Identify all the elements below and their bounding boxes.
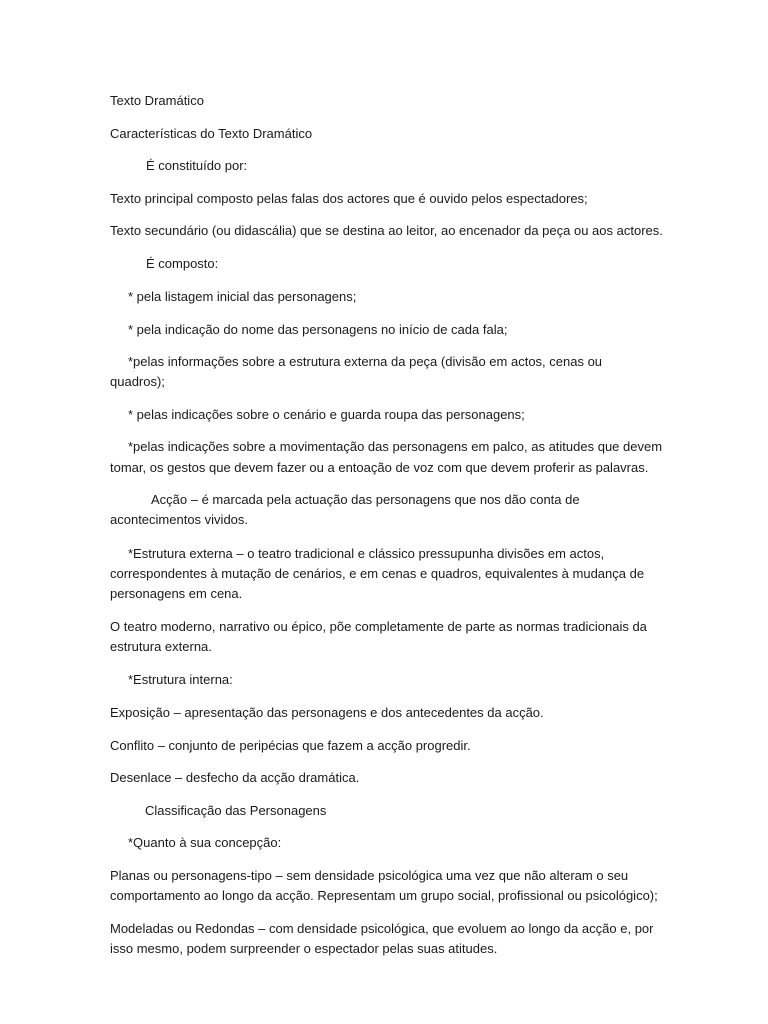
list-item-informacoes-line-2: quadros); — [110, 374, 165, 389]
composto-label: É composto: — [146, 256, 219, 271]
estrutura-interna-heading: *Estrutura interna: — [128, 672, 233, 687]
paragraph-planas-line-1: Planas ou personagens-tipo – sem densidade psicológica uma vez que não alteram o seu — [110, 868, 629, 883]
classificacao-heading: Classificação das Personagens — [145, 803, 327, 818]
paragraph-planas-line-2: comportamento ao longo da acção. Representam um grupo social, profissional ou psicológico); — [110, 888, 658, 903]
paragraph-conflito: Conflito – conjunto de peripécias que fazem a acção progredir. — [110, 738, 471, 753]
paragraph-texto-principal: Texto principal composto pelas falas dos actores que é ouvido pelos espectadores; — [110, 191, 588, 206]
paragraph-estrutura-externa-line-2: correspondentes à mutação de cenários, e em cenas e quadros, equivalentes à mudança de — [110, 566, 645, 581]
paragraph-modeladas-line-1: Modeladas ou Redondas – com densidade psicológica, que evoluem ao longo da acção e, por — [110, 921, 654, 936]
paragraph-accao-line-2: acontecimentos vividos. — [110, 512, 249, 527]
document-subtitle: Características do Texto Dramático — [110, 126, 313, 141]
list-item-indicacao-nome: * pela indicação do nome das personagens no início de cada fala; — [128, 322, 508, 337]
list-item-movimentacao-line-2: tomar, os gestos que devem fazer ou a entoação de voz com que devem proferir as palavras. — [110, 460, 649, 475]
list-item-movimentacao-line-1: *pelas indicações sobre a movimentação das personagens em palco, as atitudes que devem — [128, 439, 663, 454]
paragraph-teatro-moderno-line-1: O teatro moderno, narrativo ou épico, põe completamente de parte as normas tradicionais da — [110, 619, 647, 634]
list-item-listagem: * pela listagem inicial das personagens; — [128, 289, 357, 304]
quanto-concepcao-heading: *Quanto à sua concepção: — [128, 835, 282, 850]
paragraph-modeladas-line-2: isso mesmo, podem surpreender o espectador pelas suas atitudes. — [110, 941, 498, 956]
paragraph-teatro-moderno-line-2: estrutura externa. — [110, 639, 212, 654]
paragraph-exposicao: Exposição – apresentação das personagens e dos antecedentes da acção. — [110, 705, 544, 720]
paragraph-accao-line-1: Acção – é marcada pela actuação das personagens que nos dão conta de — [151, 492, 580, 507]
document-title: Texto Dramático — [110, 93, 204, 108]
paragraph-estrutura-externa-line-3: personagens em cena. — [110, 586, 243, 601]
list-item-cenario: * pelas indicações sobre o cenário e guarda roupa das personagens; — [128, 407, 525, 422]
list-item-informacoes-line-1: *pelas informações sobre a estrutura externa da peça (divisão em actos, cenas ou — [128, 354, 603, 369]
paragraph-desenlace: Desenlace – desfecho da acção dramática. — [110, 770, 360, 785]
paragraph-texto-secundario: Texto secundário (ou didascália) que se destina ao leitor, ao encenador da peça ou aos actores. — [110, 223, 663, 238]
paragraph-estrutura-externa-line-1: *Estrutura externa – o teatro tradicional e clássico pressupunha divisões em actos, — [128, 546, 605, 561]
constituido-label: É constituído por: — [146, 158, 248, 173]
